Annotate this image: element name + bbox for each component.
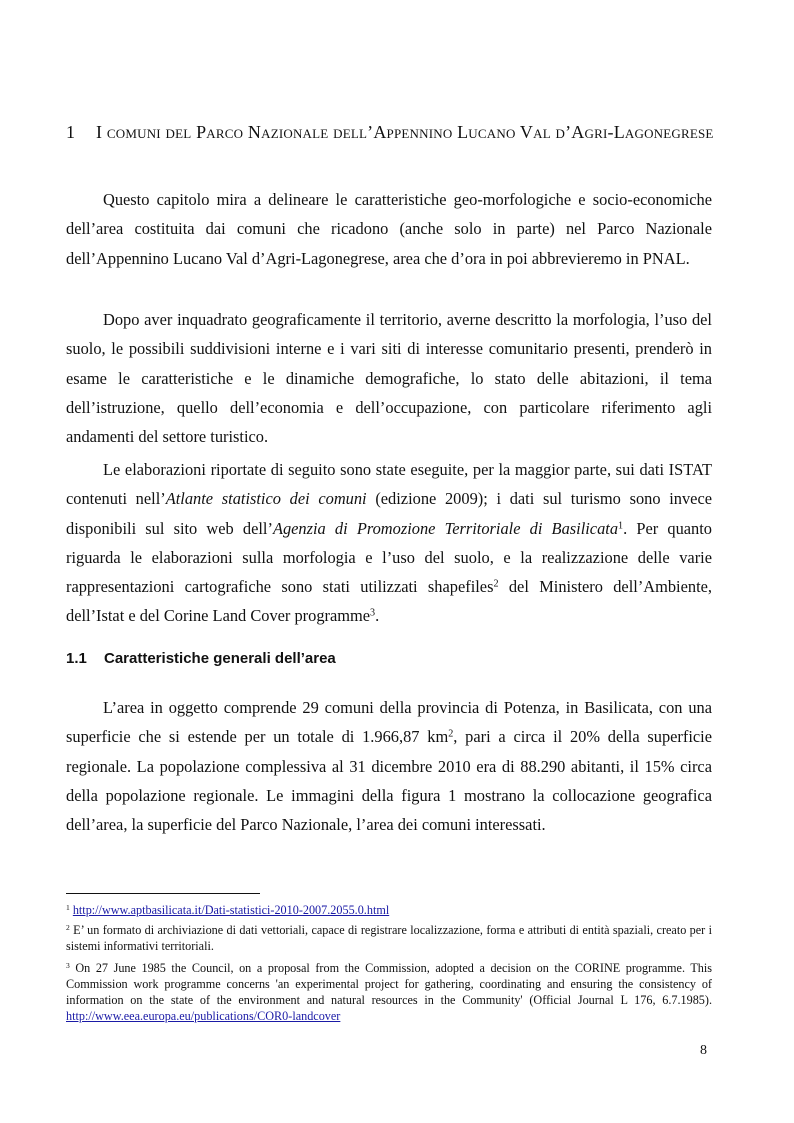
footnote-2-text: E’ un formato di archiviazione di dati vettoriali, capace di registrare localizzazione, forma e attributi di entità spaziali, creato per i sistemi informativi territoriali. [66, 923, 712, 953]
footnote-2-mark: 2 [66, 922, 70, 932]
footnote-ref-1[interactable]: 1 [618, 520, 624, 532]
paragraph-outline: Dopo aver inquadrato geograficamente il territorio, averne descritto la morfologia, l’uso del suolo, le possibili suddivisioni interne e i vari siti di interesse comunitario presenti, prenderò in esame le caratteristiche e le dinamiche demografiche, lo stato delle abitazioni, il tema dell’istruzione, quello dell’economia e dell’occupazione, con particolare riferimento agli andamenti del settore turistico. [66, 310, 712, 447]
sources-text-g: . [375, 606, 380, 626]
footnote-1-link[interactable]: http://www.aptbasilicata.it/Dati-statistici-2010-2007.2055.0.html [72, 903, 390, 917]
footnote-3-link[interactable]: http://www.eea.europa.eu/publications/COR0-landcover [66, 1009, 341, 1023]
footnote-3-text: On 27 June 1985 the Council, on a proposal from the Commission, adopted a decision on the CORINE programme. This Commission work programme concerns 'an experimental project for gathering, coordinating and ensuring the consistency of information on the state of the environment and natural resources in the Community' (Official Journal L 176, 6.7.1985). [66, 961, 713, 1007]
chapter-number: 1 [66, 122, 75, 142]
footnote-separator [66, 893, 260, 894]
section-number: 1.1 [66, 650, 87, 667]
footnote-ref-3[interactable]: 3 [370, 607, 376, 619]
paragraph-area-description [66, 693, 712, 839]
sources-text-f: del Ministero dell’Ambiente, dell’Istat e del Corine Land Cover programme [66, 577, 713, 626]
area-text-a: L’area in oggetto comprende 29 comuni della provincia di Potenza, in Basilicata, con una superficie che si estende per un totale di 1.966,87 km [66, 698, 712, 747]
section-title: Caratteristiche generali dell’area [104, 650, 336, 667]
paragraph-sources [66, 455, 712, 631]
area-text-b: , pari a circa il 20% della superficie regionale. La popolazione complessiva al 31 dicembre 2010 era di 88.290 abitanti, il 15% circa della popolazione regionale. Le immagini della figura 1 mostrano la collocazione geografica dell’area, la superficie del Parco Nazionale, l’area dei comuni interessati. [66, 727, 713, 835]
agency-name: Agenzia di Promozione Territoriale di Basilicata [272, 518, 619, 538]
page-number: 8 [700, 1043, 707, 1058]
chapter-title: I comuni del Parco Nazionale dell’Appennino Lucano Val d’Agri-Lagonegrese [96, 122, 714, 142]
footnote-ref-2[interactable]: 2 [493, 578, 499, 590]
km2-superscript: 2 [448, 728, 454, 740]
footnote-1-mark: 1 [66, 902, 70, 912]
atlas-title: Atlante statistico dei comuni [165, 489, 367, 509]
footnote-1 [66, 902, 712, 918]
footnote-2 [66, 922, 712, 954]
section-heading [66, 650, 336, 667]
sources-text-c: (edizione 2009); i dati sul turismo sono invece disponibili sul sito web dell’ [66, 489, 712, 538]
footnote-3-mark: 3 [66, 960, 70, 970]
paragraph-intro: Questo capitolo mira a delineare le caratteristiche geo-morfologiche e socio-economiche dell’area costituita dai comuni che ricadono (anche solo in parte) nel Parco Nazionale dell’Appennino Lucano Val d’Agri-Lagonegrese, area che d’ora in poi abbrevieremo in PNAL. [66, 190, 712, 268]
chapter-heading [66, 120, 718, 145]
sources-text-e: . Per quanto riguarda le elaborazioni sulla morfologia e l’uso del suolo, e la realizzazione delle varie rappresentazioni cartografiche sono stati utilizzati shapefiles [66, 518, 712, 597]
sources-text-a: Le elaborazioni riportate di seguito sono state eseguite, per la maggior parte, sui dati ISTAT contenuti nell’ [66, 460, 712, 509]
footnote-3 [66, 960, 712, 1024]
